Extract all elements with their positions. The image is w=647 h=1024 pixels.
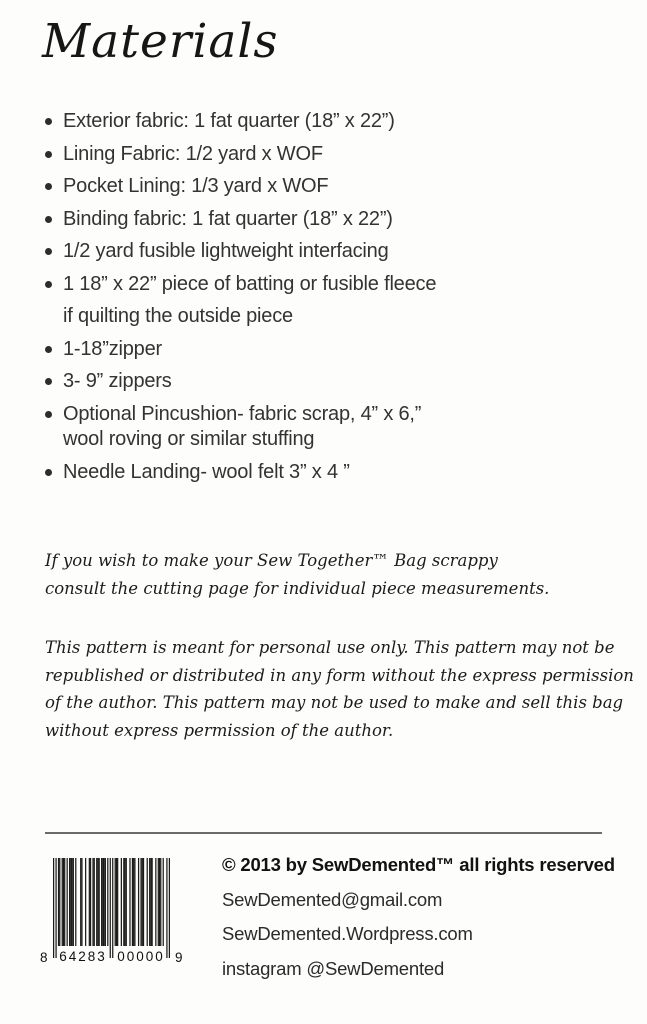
email-line: SewDemented@gmail.com	[222, 888, 443, 910]
material-item-text: Binding fabric: 1 fat quarter (18” x 22”)	[63, 207, 393, 230]
material-item-text: 1/2 yard fusible lightweight interfacing	[63, 240, 389, 262]
bullet-icon	[45, 346, 52, 353]
bullet-icon	[45, 216, 52, 223]
note-line: without express permission of the author.	[45, 720, 394, 740]
page-title: Materials	[42, 14, 279, 69]
note-line: consult the cutting page for individual piece measurements.	[45, 578, 550, 598]
barcode-digit-group1: 64283	[59, 949, 107, 964]
material-item	[45, 273, 605, 328]
material-item	[45, 143, 605, 165]
barcode-digit-group2: 00000	[117, 949, 165, 964]
material-item	[45, 208, 605, 230]
material-item-text: Optional Pincushion- fabric scrap, 4” x 6,” wool roving or similar stuffing	[63, 402, 422, 450]
materials-list	[45, 110, 605, 493]
note-line: If you wish to make your Sew Together™ Bag scrappy	[45, 551, 498, 570]
material-item	[45, 175, 605, 197]
material-item-text: Lining Fabric: 1/2 yard x WOF	[63, 142, 323, 165]
bullet-icon	[45, 411, 52, 418]
material-item	[45, 370, 605, 392]
material-item	[45, 338, 605, 360]
material-item-text: Needle Landing- wool felt 3” x 4 ”	[63, 460, 350, 483]
instagram-line: instagram @SewDemented	[222, 957, 445, 979]
material-item-text: Exterior fabric: 1 fat quarter (18” x 22”)	[63, 110, 395, 132]
scrappy-note	[45, 547, 549, 602]
bullet-icon	[45, 281, 52, 288]
barcode-digit-left: 8	[40, 950, 49, 965]
material-item	[45, 240, 605, 262]
contact-block	[222, 854, 622, 992]
note-line: republished or distributed in any form without the express permission	[45, 665, 634, 685]
bullet-icon	[45, 248, 52, 255]
footer-divider	[45, 832, 602, 834]
bullet-icon	[45, 469, 52, 476]
barcode-bars-icon	[53, 858, 170, 958]
note-line: of the author. This pattern may not be used to make and sell this bag	[45, 693, 624, 712]
bullet-icon	[45, 151, 52, 158]
bullet-icon	[45, 378, 52, 385]
material-item-text: 1 18” x 22” piece of batting or fusible fleece if quilting the outside piece	[63, 272, 437, 327]
barcode	[40, 856, 188, 970]
copyright-line: © 2013 by SewDemented™ all rights reserved	[222, 854, 615, 875]
material-item-text: 3- 9” zippers	[63, 370, 172, 392]
material-item-text: Pocket Lining: 1/3 yard x WOF	[63, 175, 329, 197]
website-line: SewDemented.Wordpress.com	[222, 923, 473, 944]
usage-note	[45, 634, 634, 744]
bullet-icon	[45, 118, 52, 125]
material-item	[45, 403, 605, 451]
note-line: This pattern is meant for personal use only. This pattern may not be	[45, 638, 615, 657]
material-item-text: 1-18”zipper	[63, 337, 162, 360]
material-item	[45, 461, 605, 483]
bullet-icon	[45, 183, 52, 190]
material-item	[45, 110, 605, 132]
barcode-digit-right: 9	[175, 950, 184, 965]
